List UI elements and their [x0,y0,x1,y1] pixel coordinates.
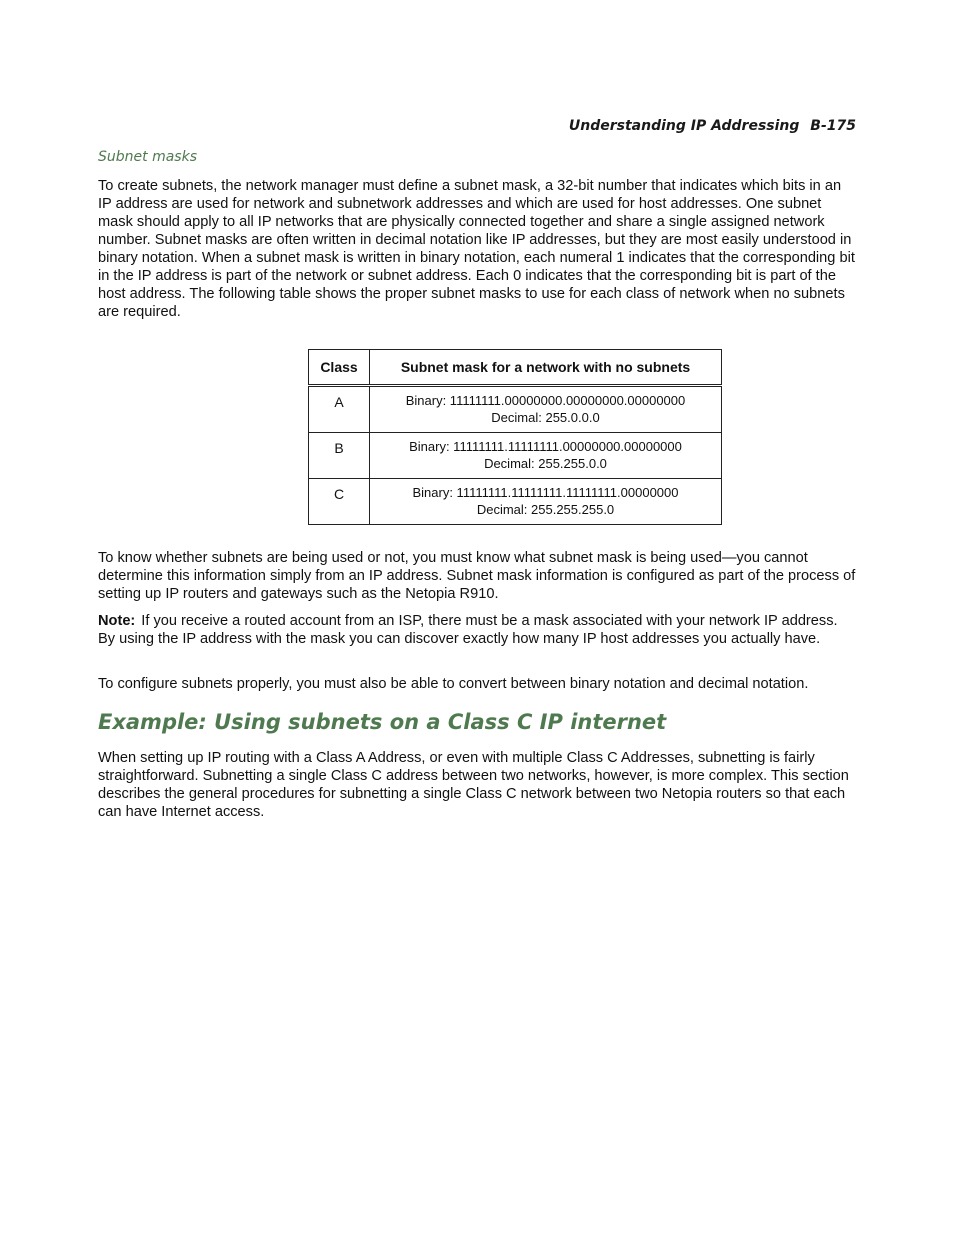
example-paragraph: When setting up IP routing with a Class A Address, or even with multiple Class C Addresses, subnetting is fairly straightforward. Subnetting a single Class C address between two networks, however, is more complex. This section describes the general procedures for subnetting a single Class C network between two Netopia routers so that each can have Internet access. [98,750,849,820]
intro-paragraph: To create subnets, the network manager must define a subnet mask, a 32-bit number that indicates which bits in an IP address are used for network and subnetwork addresses and which are used for host addresses. One subnet mask should apply to all IP networks that are physically connected together and share a single assigned network number. Subnet masks are often written in decimal notation like IP addresses, but they are most easily understood in binary notation. When a subnet mask is written in binary notation, each numeral 1 indicates that the corresponding bit in the IP address is part of the network or subnet address. Each 0 indicates that the corresponding bit is part of the host address. The following table shows the proper subnet masks to use for each class of network when no subnets are required. [98,178,855,320]
class-cell: A [309,386,370,433]
class-cell: B [309,433,370,479]
after-table-paragraph: To know whether subnets are being used or not, you must know what subnet mask is being used—you cannot determine this information simply from an IP address. Subnet mask information is configured as part of the process of setting up IP routers and gateways such as the Netopia R910. [98,550,856,602]
note-label: Note: [98,613,136,629]
mask-cell [370,433,722,479]
section-subheading: Subnet masks [98,149,197,165]
column-header-class: Class [309,350,370,386]
table-row [309,386,722,433]
header-title: Understanding IP Addressing [568,118,800,134]
column-header-mask: Subnet mask for a network with no subnets [370,350,722,386]
decimal-mask: Decimal: 255.0.0.0 [491,410,600,425]
table-header-row [309,350,722,386]
table-row [309,479,722,525]
table-row [309,433,722,479]
class-cell: C [309,479,370,525]
mask-cell [370,479,722,525]
mask-cell [370,386,722,433]
decimal-mask: Decimal: 255.255.0.0 [484,456,607,471]
note-paragraph [98,612,856,648]
binary-mask: Binary: 11111111.11111111.11111111.00000000 [412,485,679,500]
binary-mask: Binary: 11111111.11111111.00000000.00000000 [409,439,682,454]
example-heading: Example: Using subnets on a Class C IP internet [98,710,667,734]
page-number: B-175 [810,118,856,134]
running-header [569,118,856,134]
decimal-mask: Decimal: 255.255.255.0 [476,502,615,517]
subnet-mask-table [308,349,722,525]
binary-mask: Binary: 11111111.00000000.00000000.00000000 [405,393,686,408]
note-text: If you receive a routed account from an ISP, there must be a mask associated with your network IP address. By using the IP address with the mask you can discover exactly how many IP host addresses you actually have. [98,613,838,647]
configure-paragraph: To configure subnets properly, you must also be able to convert between binary notation and decimal notation. [98,676,809,692]
